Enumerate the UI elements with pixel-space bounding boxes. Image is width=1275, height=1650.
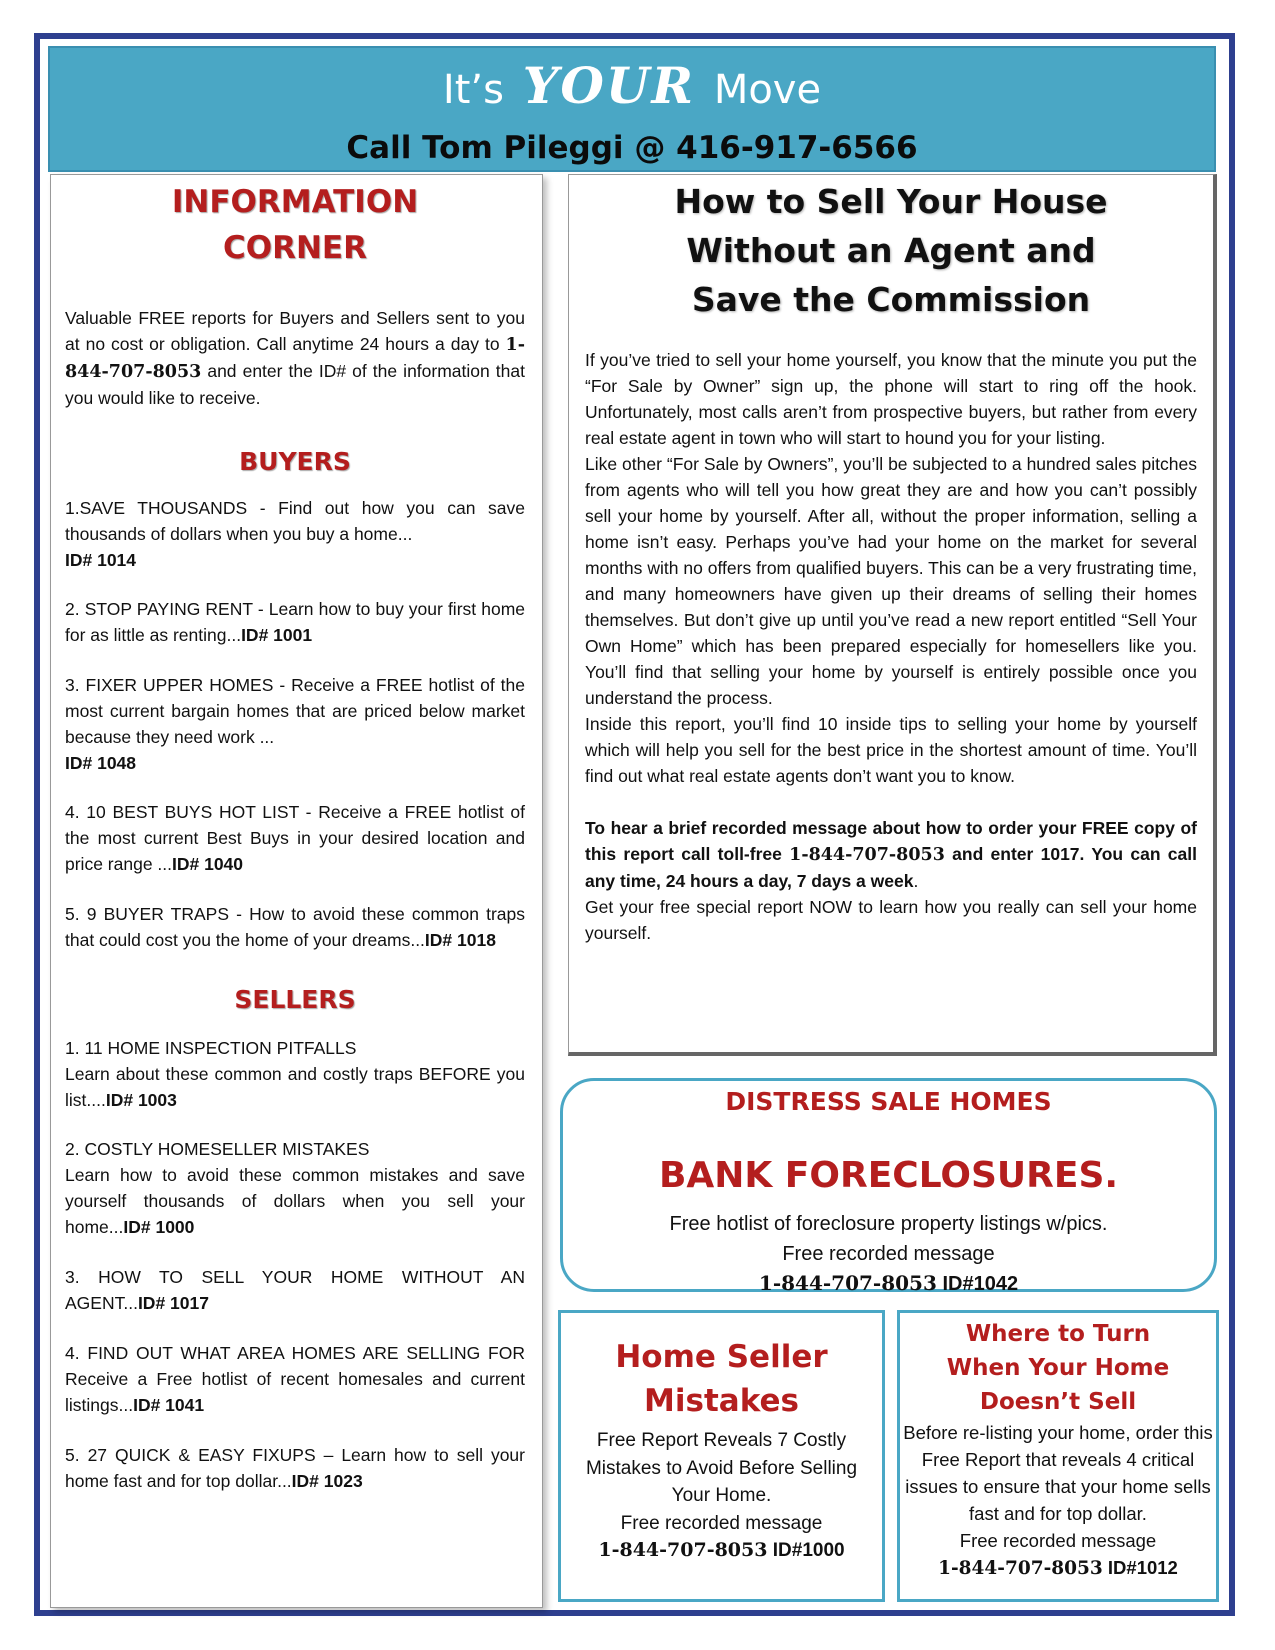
buyers-heading: BUYERS — [239, 447, 351, 476]
intro-b: and enter the ID# of the information that you would like to receive. — [65, 361, 525, 408]
mistakes-phone: 1-844-707-8053 — [598, 1539, 768, 1561]
seller-id: ID# 1023 — [291, 1471, 363, 1491]
article-paragraph: If you’ve tried to sell your home yourself, you know that the minute you put the “For Sale by Owner” sign up, the phone will start to ring off the hook. Unfortunately, most calls aren’t from prospective buyers, but rather from every real estate agent in town who will start to hound you for your listing. — [585, 350, 1197, 448]
seller-item — [65, 1136, 525, 1240]
buyer-id: ID# 1014 — [65, 550, 137, 570]
buyer-text: 4. 10 BEST BUYS HOT LIST - Receive a FREE hotlist of the most current Best Buys in your desired location and price range ... — [65, 802, 525, 874]
distress-heading: DISTRESS SALE HOMES — [725, 1087, 1052, 1116]
seller-title: 1. 11 HOME INSPECTION PITFALLS — [65, 1038, 357, 1058]
mistakes-id: ID#1000 — [772, 1540, 845, 1561]
seller-text: Learn how to avoid these common mistakes and save yourself thousands of dollars when you sell your home... — [65, 1165, 525, 1237]
seller-text: 3. HOW TO SELL YOUR HOME WITHOUT AN AGENT... — [65, 1267, 525, 1313]
buyer-item — [65, 672, 525, 776]
distress-id: ID#1042 — [942, 1273, 1019, 1295]
turn-text: Before re-listing your home, order this Free Report that reveals 4 critical issues to ensure that your home sells fast and for top dollar. — [903, 1422, 1213, 1524]
info-corner-title — [65, 179, 525, 271]
buyer-text: 2. STOP PAYING RENT - Learn how to buy your first home for as little as renting... — [65, 599, 525, 645]
article-paragraph: Get your free special report NOW to learn how you really can sell your home yourself. — [585, 897, 1197, 943]
seller-id: ID# 1017 — [137, 1293, 209, 1313]
distress-phone-line — [563, 1271, 1214, 1296]
buyer-id: ID# 1001 — [241, 625, 313, 645]
buyer-id: ID# 1040 — [172, 854, 244, 874]
mistakes-phone-line — [561, 1537, 882, 1565]
buyer-text: 1.SAVE THOUSANDS - Find out how you can save thousands of dollars when you buy a home... — [65, 498, 525, 544]
article-title-line3: Save the Commission — [691, 280, 1091, 319]
turn-phone: 1-844-707-8053 — [938, 1558, 1103, 1579]
distress-line2: Free recorded message — [782, 1243, 995, 1265]
header-call: Call Tom Pileggi @ 416-917-6566 — [346, 130, 918, 166]
mistakes-title — [561, 1335, 882, 1423]
buyer-id: ID# 1018 — [424, 930, 496, 950]
cta-b: and enter 1017. You can call any time, 24 hours a day, 7 days a week — [585, 844, 1198, 891]
article-paragraph: Inside this report, you’ll find 10 inside tips to selling your home by yourself which will help you sell for the best price in the shortest amount of time. You’ll find out what real estate agents don’t want you to know. — [585, 714, 1197, 786]
seller-id: ID# 1000 — [123, 1217, 195, 1237]
information-corner-panel — [50, 174, 543, 1608]
where-to-turn-box — [897, 1310, 1219, 1602]
turn-title — [900, 1317, 1216, 1419]
turn-title-line3: Doesn’t Sell — [979, 1389, 1137, 1415]
turn-phone-line — [900, 1554, 1216, 1582]
header-title — [50, 56, 1214, 115]
buyer-id: ID# 1048 — [65, 753, 137, 773]
buyer-item — [65, 596, 525, 648]
turn-title-line1: Where to Turn — [965, 1321, 1151, 1347]
seller-item — [65, 1340, 525, 1418]
mistakes-line2: Free recorded message — [620, 1512, 823, 1534]
buyer-item — [65, 799, 525, 877]
intro-phone: 1-844-707-8053 — [65, 335, 525, 382]
info-title-line2: CORNER — [223, 230, 367, 266]
seller-text: 4. FIND OUT WHAT AREA HOMES ARE SELLING FOR Receive a Free hotlist of recent homesales and current listings... — [65, 1343, 525, 1415]
buyer-item — [65, 495, 525, 573]
cta-a: To hear a brief recorded message about how to order your FREE copy of this report call toll-free — [585, 818, 1197, 864]
seller-item — [65, 1035, 525, 1113]
seller-id: ID# 1003 — [105, 1090, 177, 1110]
title-pre: It’s — [442, 67, 504, 113]
buyer-text: 5. 9 BUYER TRAPS - How to avoid these common traps that could cost you the home of your dreams... — [65, 904, 525, 950]
title-your: YOUR — [522, 56, 696, 115]
buyer-item — [65, 901, 525, 953]
turn-id: ID#1012 — [1107, 1557, 1178, 1578]
title-post: Move — [713, 67, 822, 113]
article-panel — [568, 174, 1217, 1056]
buyer-text: 3. FIXER UPPER HOMES - Receive a FREE hotlist of the most current bargain homes that are priced below market because they need work ... — [65, 675, 525, 747]
seller-text: Learn about these common and costly traps BEFORE you list.... — [65, 1064, 525, 1110]
distress-phone: 1-844-707-8053 — [758, 1271, 937, 1295]
mistakes-title-line1: Home Seller — [615, 1339, 828, 1375]
cta-phone: 1-844-707-8053 — [789, 845, 945, 865]
info-intro — [65, 305, 525, 411]
article-body — [585, 347, 1197, 946]
distress-line1: Free hotlist of foreclosure property listings w/pics. — [669, 1213, 1108, 1235]
mistakes-text: Free Report Reveals 7 Costly Mistakes to Avoid Before Selling Your Home. — [585, 1430, 858, 1506]
seller-text: 5. 27 QUICK & EASY FIXUPS – Learn how to sell your home fast and for top dollar... — [65, 1445, 525, 1491]
intro-a: Valuable FREE reports for Buyers and Sellers sent to you at no cost or obligation. Call anytime 24 hours a day to — [65, 308, 525, 354]
distress-sale-box — [560, 1078, 1217, 1295]
bank-foreclosures-title: BANK FORECLOSURES. — [658, 1155, 1119, 1196]
article-paragraph: Like other “For Sale by Owners”, you’ll be subjected to a hundred sales pitches from agents who will tell you how great they are and how you can’t possibly sell your home by yourself. After all, without the proper information, selling a home isn’t easy. Perhaps you’ve had your home on the market for several months with no offers from qualified buyers. This can be a very frustrating time, and many homeowners have given up their dreams of selling their homes themselves. But don’t give up until you’ve read a new report entitled “Sell Your Own Home” which has been prepared especially for homesellers like you. You’ll find that selling your home by yourself is entirely possible once you understand the process. — [585, 454, 1197, 708]
info-title-line1: INFORMATION — [171, 184, 419, 220]
mistakes-title-line2: Mistakes — [644, 1383, 799, 1419]
home-seller-mistakes-box — [558, 1310, 885, 1602]
sellers-heading: SELLERS — [234, 985, 356, 1014]
seller-title: 2. COSTLY HOMESELLER MISTAKES — [65, 1139, 370, 1159]
header-banner — [48, 46, 1216, 172]
article-title-line2: Without an Agent and — [686, 231, 1096, 270]
turn-title-line2: When Your Home — [946, 1355, 1170, 1381]
turn-line2: Free recorded message — [959, 1530, 1157, 1551]
seller-id: ID# 1041 — [133, 1395, 205, 1415]
seller-item — [65, 1442, 525, 1494]
article-title-line1: How to Sell Your House — [674, 182, 1108, 221]
seller-item — [65, 1264, 525, 1316]
cta-period: . — [913, 871, 919, 891]
article-cta — [585, 815, 1197, 894]
article-title — [569, 177, 1213, 324]
